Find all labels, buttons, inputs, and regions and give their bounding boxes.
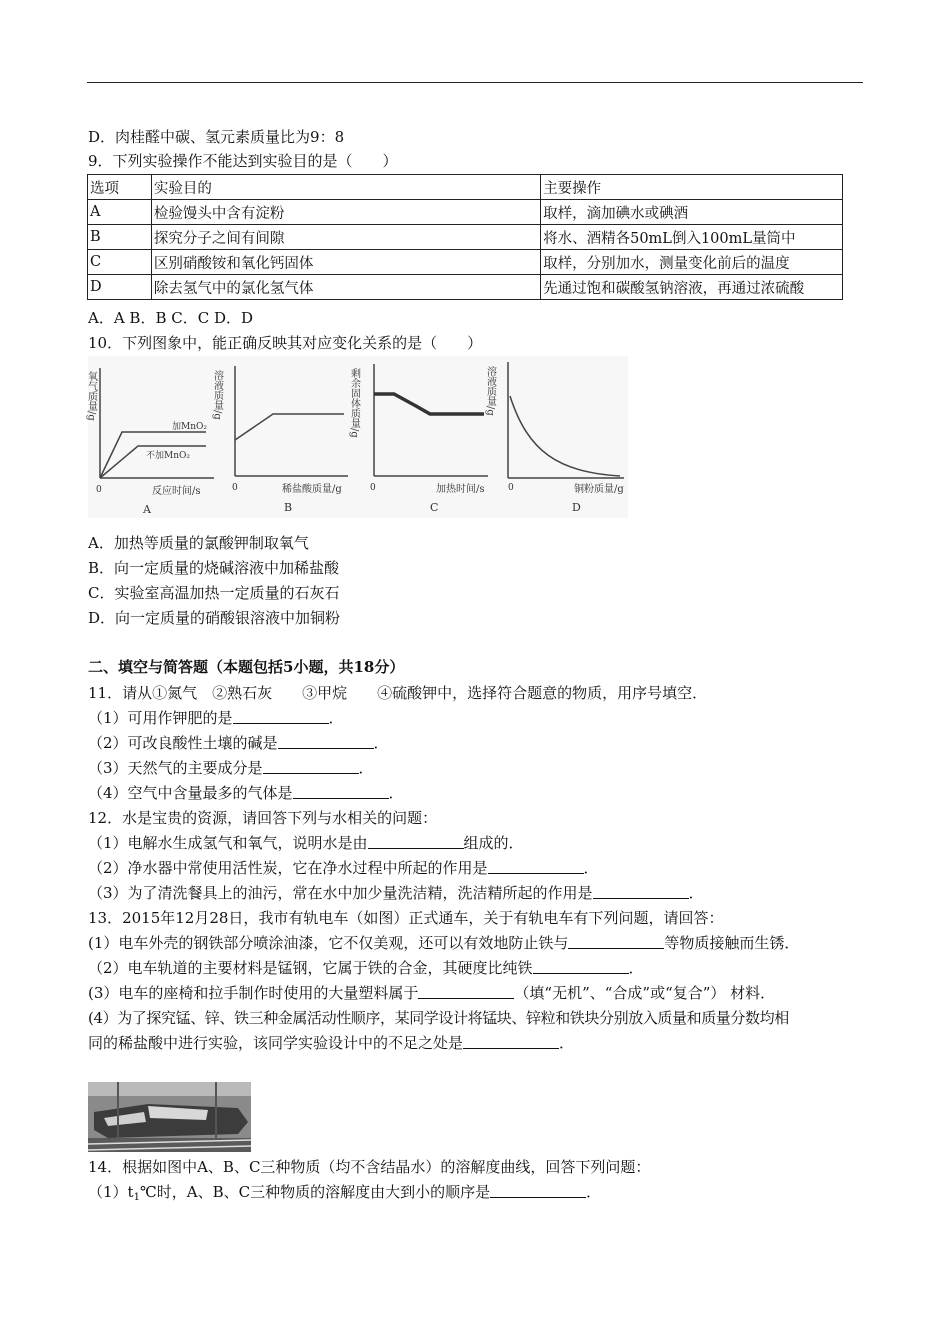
q13-item-2: （2）电车轨道的主要材料是锰钢，它属于铁的合金，其硬度比纯铁 ． [88,959,644,977]
q12-item-2: （2）净水器中常使用活性炭，它在净水过程中所起的作用是 ． [88,859,599,877]
table-cell: 先通过饱和碳酸氢钠溶液，再通过浓硫酸 [541,275,843,300]
subscript: 1 [133,1192,140,1203]
table-header-row [88,175,843,200]
table-cell: 检验馒头中含有淀粉 [151,200,540,225]
graph-b-ylabel: 溶液质量/g [211,370,223,420]
table-cell: 区别硝酸铵和氧化钙固体 [151,250,540,275]
answer-blank[interactable] [418,984,514,999]
answer-blank[interactable] [233,709,329,724]
q10-option-a: A．加热等质量的氯酸钾制取氧气 [88,534,309,552]
table-cell: A [88,200,152,225]
header-cell: 选项 [88,175,152,200]
q8-option-d: D．肉桂醛中碳、氢元素质量比为9：8 [88,128,345,146]
q11-item-1: （1）可用作钾肥的是 ． [88,709,344,727]
q11-item-3: （3）天然气的主要成分是 ． [88,759,374,777]
q14-item-1: $(1)t_1℃$时，A、B、C三种物质的溶解度由大到小的顺序是 ． [88,1183,602,1203]
q9-answer-options: A．A B．B C．C D．D [88,309,254,327]
table-cell: 取样，滴加碘水或碘酒 [541,200,843,225]
q12-stem: 12．水是宝贵的资源，请回答下列与水相关的问题： [88,809,438,827]
q10-graphs [85,356,628,518]
table-cell: B [88,225,152,250]
graph-c-letter: C [430,501,439,514]
answer-blank[interactable] [593,884,689,899]
table-row [88,250,843,275]
table-cell: 取样，分别加水，测量变化前后的温度 [541,250,843,275]
item-text: （1）t [88,1183,134,1201]
graph-d-xlabel: 铜粉质量/g [574,484,624,495]
table-cell: 除去氢气中的氯化氢气体 [151,275,540,300]
q13-item-3 [88,983,775,1003]
answer-blank[interactable] [293,784,389,799]
item-text: （3）天然气的主要成分是 [88,759,263,777]
table-row [88,200,843,225]
item-text: （2）电车轨道的主要材料是锰钢，它属于铁的合金，其硬度比纯铁 [88,959,533,977]
graph-d-origin: 0 [508,483,514,493]
table-cell: 探究分子之间有间隙 [151,225,540,250]
graph-b-letter: B [284,501,293,514]
table-row [88,225,843,250]
q12-item-1 [88,833,524,853]
answer-blank[interactable] [490,1183,586,1198]
item-text: （2）可改良酸性土壤的碱是 [88,734,278,752]
q11-item-2: （2）可改良酸性土壤的碱是 ． [88,734,389,752]
graph-a-ylabel: 氧气质量/g [85,371,97,421]
table-row [88,275,843,300]
table-cell: C [88,250,152,275]
header-rule [87,82,863,83]
answer-blank[interactable] [463,1034,559,1049]
table-cell: 将水、酒精各50mL倒入100mL量筒中 [541,225,843,250]
answer-blank[interactable] [533,959,629,974]
item-text: （1）可用作钾肥的是 [88,709,233,727]
item-text: (3）电车的座椅和拉手制作时使用的大量塑料属于 [88,984,419,1002]
q10-option-d: D．向一定质量的硝酸银溶液中加铜粉 [88,609,341,627]
graph-a-curve2-label: 不加MnO₂ [146,451,190,461]
header-cell: 主要操作 [541,175,843,200]
graph-a-letter: A [143,503,151,516]
q9-stem: 9．下列实验操作不能达到实验目的是（ ） [88,152,398,170]
q10-option-c: C．实验室高温加热一定质量的石灰石 [88,584,340,602]
graph-d-letter: D [572,501,581,514]
item-text: 同的稀盐酸中进行实验，该同学实验设计中的不足之处是 [88,1034,464,1052]
q12-item-3: （3）为了清洗餐具上的油污，常在水中加少量洗洁精，洗洁精所起的作用是 ． [88,884,704,902]
q11-stem: 11．请从①氮气 ②熟石灰 ③甲烷 ④硫酸钾中，选择符合题意的物质，用序号填空． [88,684,708,702]
graph-d-ylabel: 溶液质量/g [484,366,496,416]
section-title: 二、填空与简答题（本题包括5小题，共18分） [88,658,405,676]
item-text: （4）空气中含量最多的气体是 [88,784,293,802]
graph-b-origin: 0 [232,483,238,493]
graph-c-xlabel: 加热时间/s [436,484,485,495]
item-text: （2）净水器中常使用活性炭，它在净水过程中所起的作用是 [88,859,488,877]
q13-stem: 13．2015年12月28日，我市有轨电车（如图）正式通车，关于有轨电车有下列问题，请回答： [88,909,724,927]
item-text-tail: 组成的． [463,834,524,852]
graph-b-xlabel: 稀盐酸质量/g [282,484,342,495]
q13-item-1 [88,933,799,953]
item-text-tail: 等物质接触而生锈． [664,934,800,952]
item-text: （3）为了清洗餐具上的油污，常在水中加少量洗洁精，洗洁精所起的作用是 [88,884,593,902]
item-text: ℃时，A、B、C三种物质的溶解度由大到小的顺序是 [139,1183,491,1201]
table-cell: D [88,275,152,300]
answer-blank[interactable] [278,734,374,749]
q13-item-4-line-1: (4）为了探究锰、锌、铁三种金属活动性顺序，某同学设计将锰块、锌粒和铁块分别放入质量和质量分数均相 [88,1009,789,1027]
answer-blank[interactable] [263,759,359,774]
q14-stem: 14．根据如图中A、B、C三种物质（均不含结晶水）的溶解度曲线，回答下列问题： [88,1158,651,1176]
item-text: (1）电车外壳的钢铁部分喷涂油漆，它不仅美观，还可以有效地防止铁与 [88,934,569,952]
graph-a-xlabel: 反应时间/s [152,486,201,497]
q10-stem: 10．下列图象中，能正确反映其对应变化关系的是（ ） [88,334,483,352]
item-text: （1）电解水生成氢气和氧气，说明水是由 [88,834,368,852]
graph-a-origin: 0 [96,485,102,495]
graph-c-origin: 0 [370,483,376,493]
q9-table [87,174,843,300]
header-cell: 实验目的 [151,175,540,200]
answer-blank[interactable] [568,934,664,949]
graph-a-curve1-label: 加MnO₂ [172,422,207,432]
q11-item-4: （4）空气中含量最多的气体是 ． [88,784,404,802]
answer-blank[interactable] [368,834,464,849]
tram-photo [88,1082,251,1152]
answer-blank[interactable] [488,859,584,874]
graph-c-ylabel: 剩余固体质量/g [348,368,360,438]
item-text-tail: （填“无机”、“合成”或“复合”） 材料． [514,984,776,1002]
q10-option-b: B．向一定质量的烧碱溶液中加稀盐酸 [88,559,340,577]
q13-item-4-line-2: 同的稀盐酸中进行实验，该同学实验设计中的不足之处是 ． [88,1034,575,1052]
